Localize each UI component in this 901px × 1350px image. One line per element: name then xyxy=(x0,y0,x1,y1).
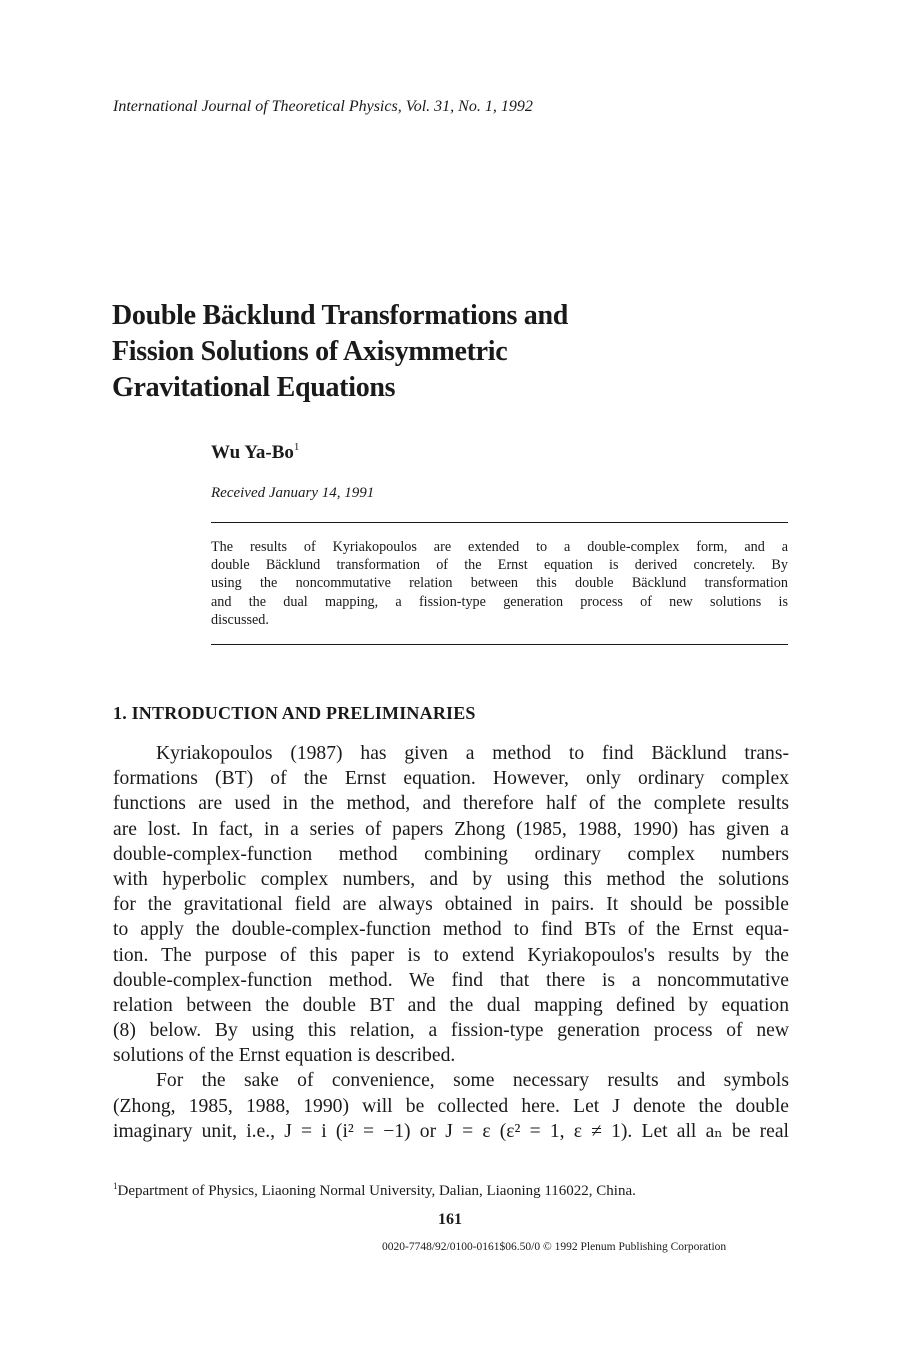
section-heading: 1. INTRODUCTION AND PRELIMINARIES xyxy=(113,703,476,723)
body-line: Kyriakopoulos (1987) has given a method to find Bäcklund trans- xyxy=(156,743,789,764)
abstract-line: and the dual mapping, a fission-type generation process of new solutions is xyxy=(211,593,788,610)
abstract-bottom-rule xyxy=(211,644,788,645)
author-name: Wu Ya-Bo xyxy=(211,442,294,463)
body-line: functions are used in the method, and therefore half of the complete results xyxy=(113,793,789,815)
body-line: For the sake of convenience, some necessary results and symbols xyxy=(156,1070,789,1092)
body-line: solutions of the Ernst equation is described. xyxy=(113,1045,456,1067)
body-line: (Zhong, 1985, 1988, 1990) will be collected here. Let J denote the double xyxy=(113,1095,789,1117)
abstract xyxy=(211,538,788,629)
copyright-line: 0020-7748/92/0100-0161$06.50/0 © 1992 Plenum Publishing Corporation xyxy=(382,1241,727,1253)
title-line: Gravitational Equations xyxy=(112,372,396,403)
paper-title xyxy=(112,298,672,406)
body-line: to apply the double-complex-function method to find BTs of the Ernst equa- xyxy=(113,919,789,941)
body-line: (8) below. By using this relation, a fission-type generation process of new xyxy=(113,1020,789,1042)
body-line: imaginary unit, i.e., J = i (i² = −1) or J = ε (ε² = 1, ε ≠ 1). Let all aₙ be real xyxy=(113,1120,789,1142)
body-line: tion. The purpose of this paper is to extend Kyriakopoulos's results by the xyxy=(113,944,789,966)
abstract-line: The results of Kyriakopoulos are extended to a double-complex form, and a xyxy=(211,539,788,555)
body-line: double-complex-function method. We find that there is a noncommutative xyxy=(113,969,789,991)
author-footnote-mark: 1 xyxy=(293,441,300,453)
author xyxy=(211,441,299,464)
footnote-mark: 1 xyxy=(113,1181,118,1191)
journal-citation: International Journal of Theoretical Physics, Vol. 31, No. 1, 1992 xyxy=(113,98,533,115)
received-date: Received January 14, 1991 xyxy=(211,485,375,501)
page-number: 161 xyxy=(438,1211,462,1228)
body-line: for the gravitational field are always obtained in pairs. It should be possible xyxy=(113,894,789,916)
body-line: relation between the double BT and the dual mapping defined by equation xyxy=(113,994,789,1016)
abstract-line: using the noncommutative relation between this double Bäcklund transformation xyxy=(211,575,788,592)
body-line: formations (BT) of the Ernst equation. However, only ordinary complex xyxy=(113,768,789,790)
footnote xyxy=(113,1181,636,1200)
body-line: double-complex-function method combining ordinary complex numbers xyxy=(113,843,789,865)
footnote-text: Department of Physics, Liaoning Normal University, Dalian, Liaoning 116022, China. xyxy=(117,1183,636,1199)
body-line: with hyperbolic complex numbers, and by using this method the solutions xyxy=(113,868,789,890)
body-text xyxy=(113,741,789,1144)
title-line: Double Bäcklund Transformations and xyxy=(112,300,569,331)
body-line: are lost. In fact, in a series of papers Zhong (1985, 1988, 1990) has given a xyxy=(113,818,789,840)
abstract-top-rule xyxy=(211,522,788,523)
abstract-line: discussed. xyxy=(211,611,269,628)
abstract-line: double Bäcklund transformation of the Ernst equation is derived concretely. By xyxy=(211,557,788,574)
title-line: Fission Solutions of Axisymmetric xyxy=(112,336,508,367)
